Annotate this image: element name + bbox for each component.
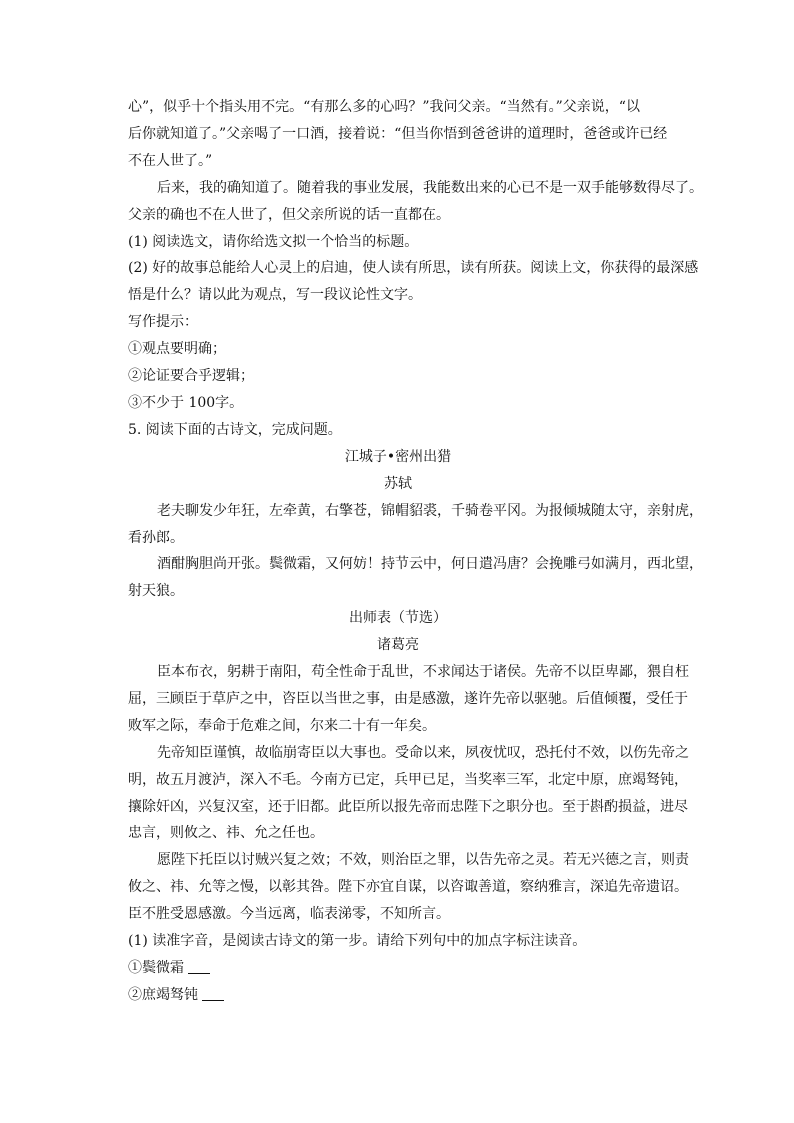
story-p1-line-1: 心”，似乎十个指头用不完。“有那么多的心吗？”我问父亲。“当然有。”父亲说，“以 [128, 99, 640, 115]
q4-tip-1: ①观点要明确； [128, 341, 226, 358]
essay-p3-line-2: 攸之、祎、允等之慢，以彰其咎。陛下亦宜自谋，以咨诹善道，察纳雅言，深追先帝遗诏。 [128, 879, 688, 896]
q4-tip-2: ②论证要合乎逻辑； [128, 368, 254, 385]
q4-sub2-line-2: 悟是什么？请以此为观点，写一段议论性文字。 [128, 287, 422, 304]
story-p2-line-2: 父亲的确也不在人世了，但父亲所说的话一直都在。 [128, 206, 450, 223]
essay-p2-line-4: 忠言，则攸之、祎、允之任也。 [128, 825, 324, 842]
q4-tip-3: ③不少于 100字。 [128, 394, 244, 411]
q5-item-1-answer-blank[interactable] [188, 959, 210, 974]
poem-author: 苏轼 [384, 475, 412, 492]
poem-stanza1-line-2: 看孙郎。 [128, 529, 184, 546]
poem-stanza1-line-1: 老夫聊发少年狂，左牵黄，右擎苍，锦帽貂裘，千骑卷平冈。为报倾城随太守，亲射虎， [157, 502, 703, 519]
poem-title: 江城子•密州出猎 [344, 448, 452, 465]
essay-p1-line-2: 屈，三顾臣于草庐之中，咨臣以当世之事，由是感激，遂许先帝以驱驰。后值倾覆，受任于 [128, 690, 688, 707]
essay-p3-line-3: 臣不胜受恩感激。今当远离，临表涕零，不知所言。 [128, 906, 450, 923]
poem-stanza2-line-1: 酒酣胸胆尚开张。鬓微霜，又何妨！持节云中，何日遣冯唐？会挽雕弓如满月，西北望， [157, 556, 703, 573]
essay-p2-line-1: 先帝知臣谨慎，故临崩寄臣以大事也。受命以来，夙夜忧叹，恐托付不效，以伤先帝之 [157, 744, 689, 761]
q5-item-2 [128, 982, 668, 1009]
essay-p1-line-3: 败军之际，奉命于危难之间，尔来二十有一年矣。 [128, 717, 436, 734]
q4-tips-label: 写作提示： [128, 314, 198, 331]
essay-p1-line-1: 臣本布衣，躬耕于南阳，苟全性命于乱世，不求闻达于诸侯。先帝不以臣卑鄙，猥自枉 [157, 664, 689, 681]
q5-item-2-text: ②庶竭驽钝 [128, 986, 198, 1003]
essay-title: 出师表（节选） [349, 610, 447, 627]
q5-sub1: (1) 读准字音，是阅读古诗文的第一步。请给下列句中的加点字标注读音。 [128, 933, 587, 950]
q5-item-1 [128, 955, 668, 982]
q5-heading: 5. 阅读下面的古诗文，完成问题。 [128, 421, 342, 438]
essay-p3-line-1: 愿陛下托臣以讨贼兴复之效；不效，则治臣之罪，以告先帝之灵。若无兴德之言，则责 [157, 852, 689, 869]
q4-sub1: (1) 阅读选文，请你给选文拟一个恰当的标题。 [128, 233, 419, 250]
q4-sub2-line-1: (2) 好的故事总能给人心灵上的启迪，使人读有所思，读有所获。阅读上文，你获得的最深感 [128, 260, 699, 277]
essay-p2-line-3: 攘除奸凶，兴复汉室，还于旧都。此臣所以报先帝而忠陛下之职分也。至于斟酌损益，进尽 [128, 798, 688, 815]
essay-p2-line-2: 明，故五月渡泸，深入不毛。今南方已定，兵甲已足，当奖率三军，北定中原，庶竭驽钝， [128, 771, 688, 788]
q5-item-1-text: ①鬓微霜 [128, 960, 184, 976]
essay-author: 诸葛亮 [377, 637, 419, 654]
poem-stanza2-line-2: 射天狼。 [128, 583, 184, 600]
story-p1-line-3: 不在人世了。” [128, 152, 213, 169]
story-p1-line-2: 后你就知道了。”父亲喝了一口酒，接着说：“但当你悟到爸爸讲的道理时，爸爸或许已经 [128, 125, 668, 142]
story-p2-line-1: 后来，我的确知道了。随着我的事业发展，我能数出来的心已不是一双手能够数得尽了。 [157, 179, 703, 196]
document-content [128, 94, 703, 1009]
q5-item-2-answer-blank[interactable] [202, 986, 224, 1001]
